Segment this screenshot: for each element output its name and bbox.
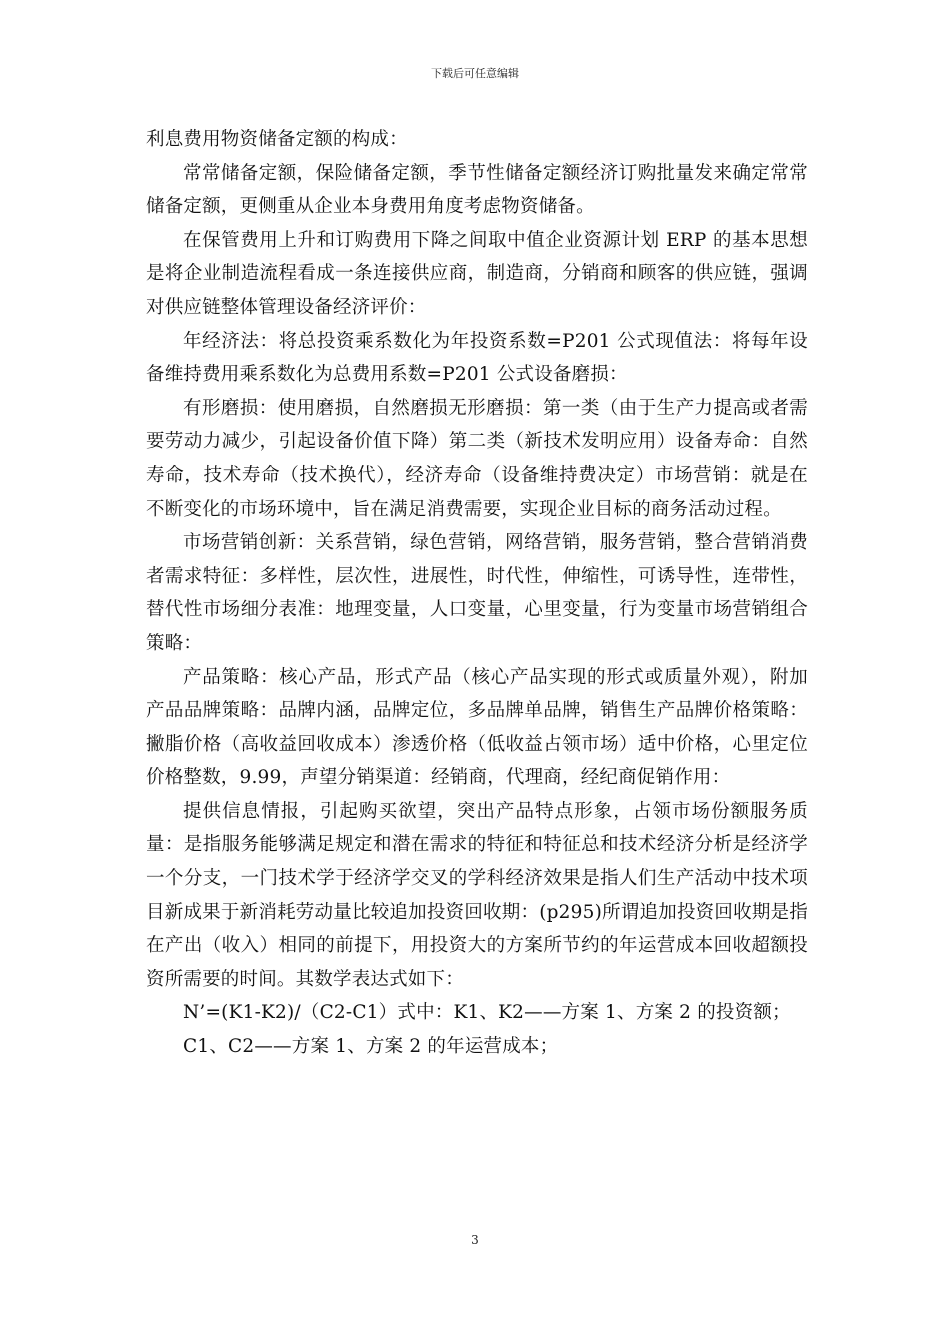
paragraph-5: 有形磨损：使用磨损，自然磨损无形磨损：第一类（由于生产力提高或者需要劳动力减少，引起设备价值下降）第二类（新技术发明应用）设备寿命：自然寿命，技术寿命（技术换代），经济寿命（设备维持费决定）市场营销：就是在不断变化的市场环境中，旨在满足消费需要，实现企业目标的商务活动过程。 <box>146 397 808 520</box>
paragraph-9: N’=(K1-K2)/（C2-C1）式中：K1、K2——方案 1、方案 2 的投资额； <box>183 1002 791 1024</box>
paragraph-8: 提供信息情报，引起购买欲望，突出产品特点形象，占领市场份额服务质量：是指服务能够满足规定和潜在需求的特征和特征总和技术经济分析是经济学一个分支，一门技术学于经济学交叉的学科经济效果是指人们生产活动中技术项目新成果于新消耗劳动量比较追加投资回收期：(p295)所谓追加投资回收期是指在产出（收入）相同的前提下，用投资大的方案所节约的年运营成本回收超额投资所需要的时间。其数学表达式如下： <box>146 800 808 990</box>
page-number: 3 <box>471 1233 479 1247</box>
paragraph-3: 在保管费用上升和订购费用下降之间取中值企业资源计划 ERP 的基本思想是将企业制造流程看成一条连接供应商，制造商，分销商和顾客的供应链，强调对供应链整体管理设备经济评价： <box>146 229 808 318</box>
paragraph-10: C1、C2——方案 1、方案 2 的年运营成本； <box>183 1036 559 1058</box>
paragraph-2: 常常储备定额，保险储备定额，季节性储备定额经济订购批量发来确定常常储备定额，更侧重从企业本身费用角度考虑物资储备。 <box>146 162 808 218</box>
paragraph-4: 年经济法：将总投资乘系数化为年投资系数=P201 公式现值法：将每年设备维持费用乘系数化为总费用系数=P201 公式设备磨损： <box>146 330 808 386</box>
paragraph-1: 利息费用物资储备定额的构成： <box>146 129 408 150</box>
paragraph-7: 产品策略：核心产品，形式产品（核心产品实现的形式或质量外观），附加产品品牌策略：品牌内涵，品牌定位，多品牌单品牌，销售生产品牌价格策略：撇脂价格（高收益回收成本）渗透价格（低收益占领市场）适中价格，心里定位价格整数，9.99，声望分销渠道：经销商，代理商，经纪商促销作用： <box>146 666 808 789</box>
document-body <box>146 123 808 1064</box>
paragraph-6: 市场营销创新：关系营销，绿色营销，网络营销，服务营销，整合营销消费者需求特征：多样性，层次性，进展性，时代性，伸缩性，可诱导性，连带性，替代性市场细分表准：地理变量，人口变量，心里变量，行为变量市场营销组合策略： <box>146 532 808 654</box>
page-header: 下载后可任意编辑 <box>431 67 519 80</box>
